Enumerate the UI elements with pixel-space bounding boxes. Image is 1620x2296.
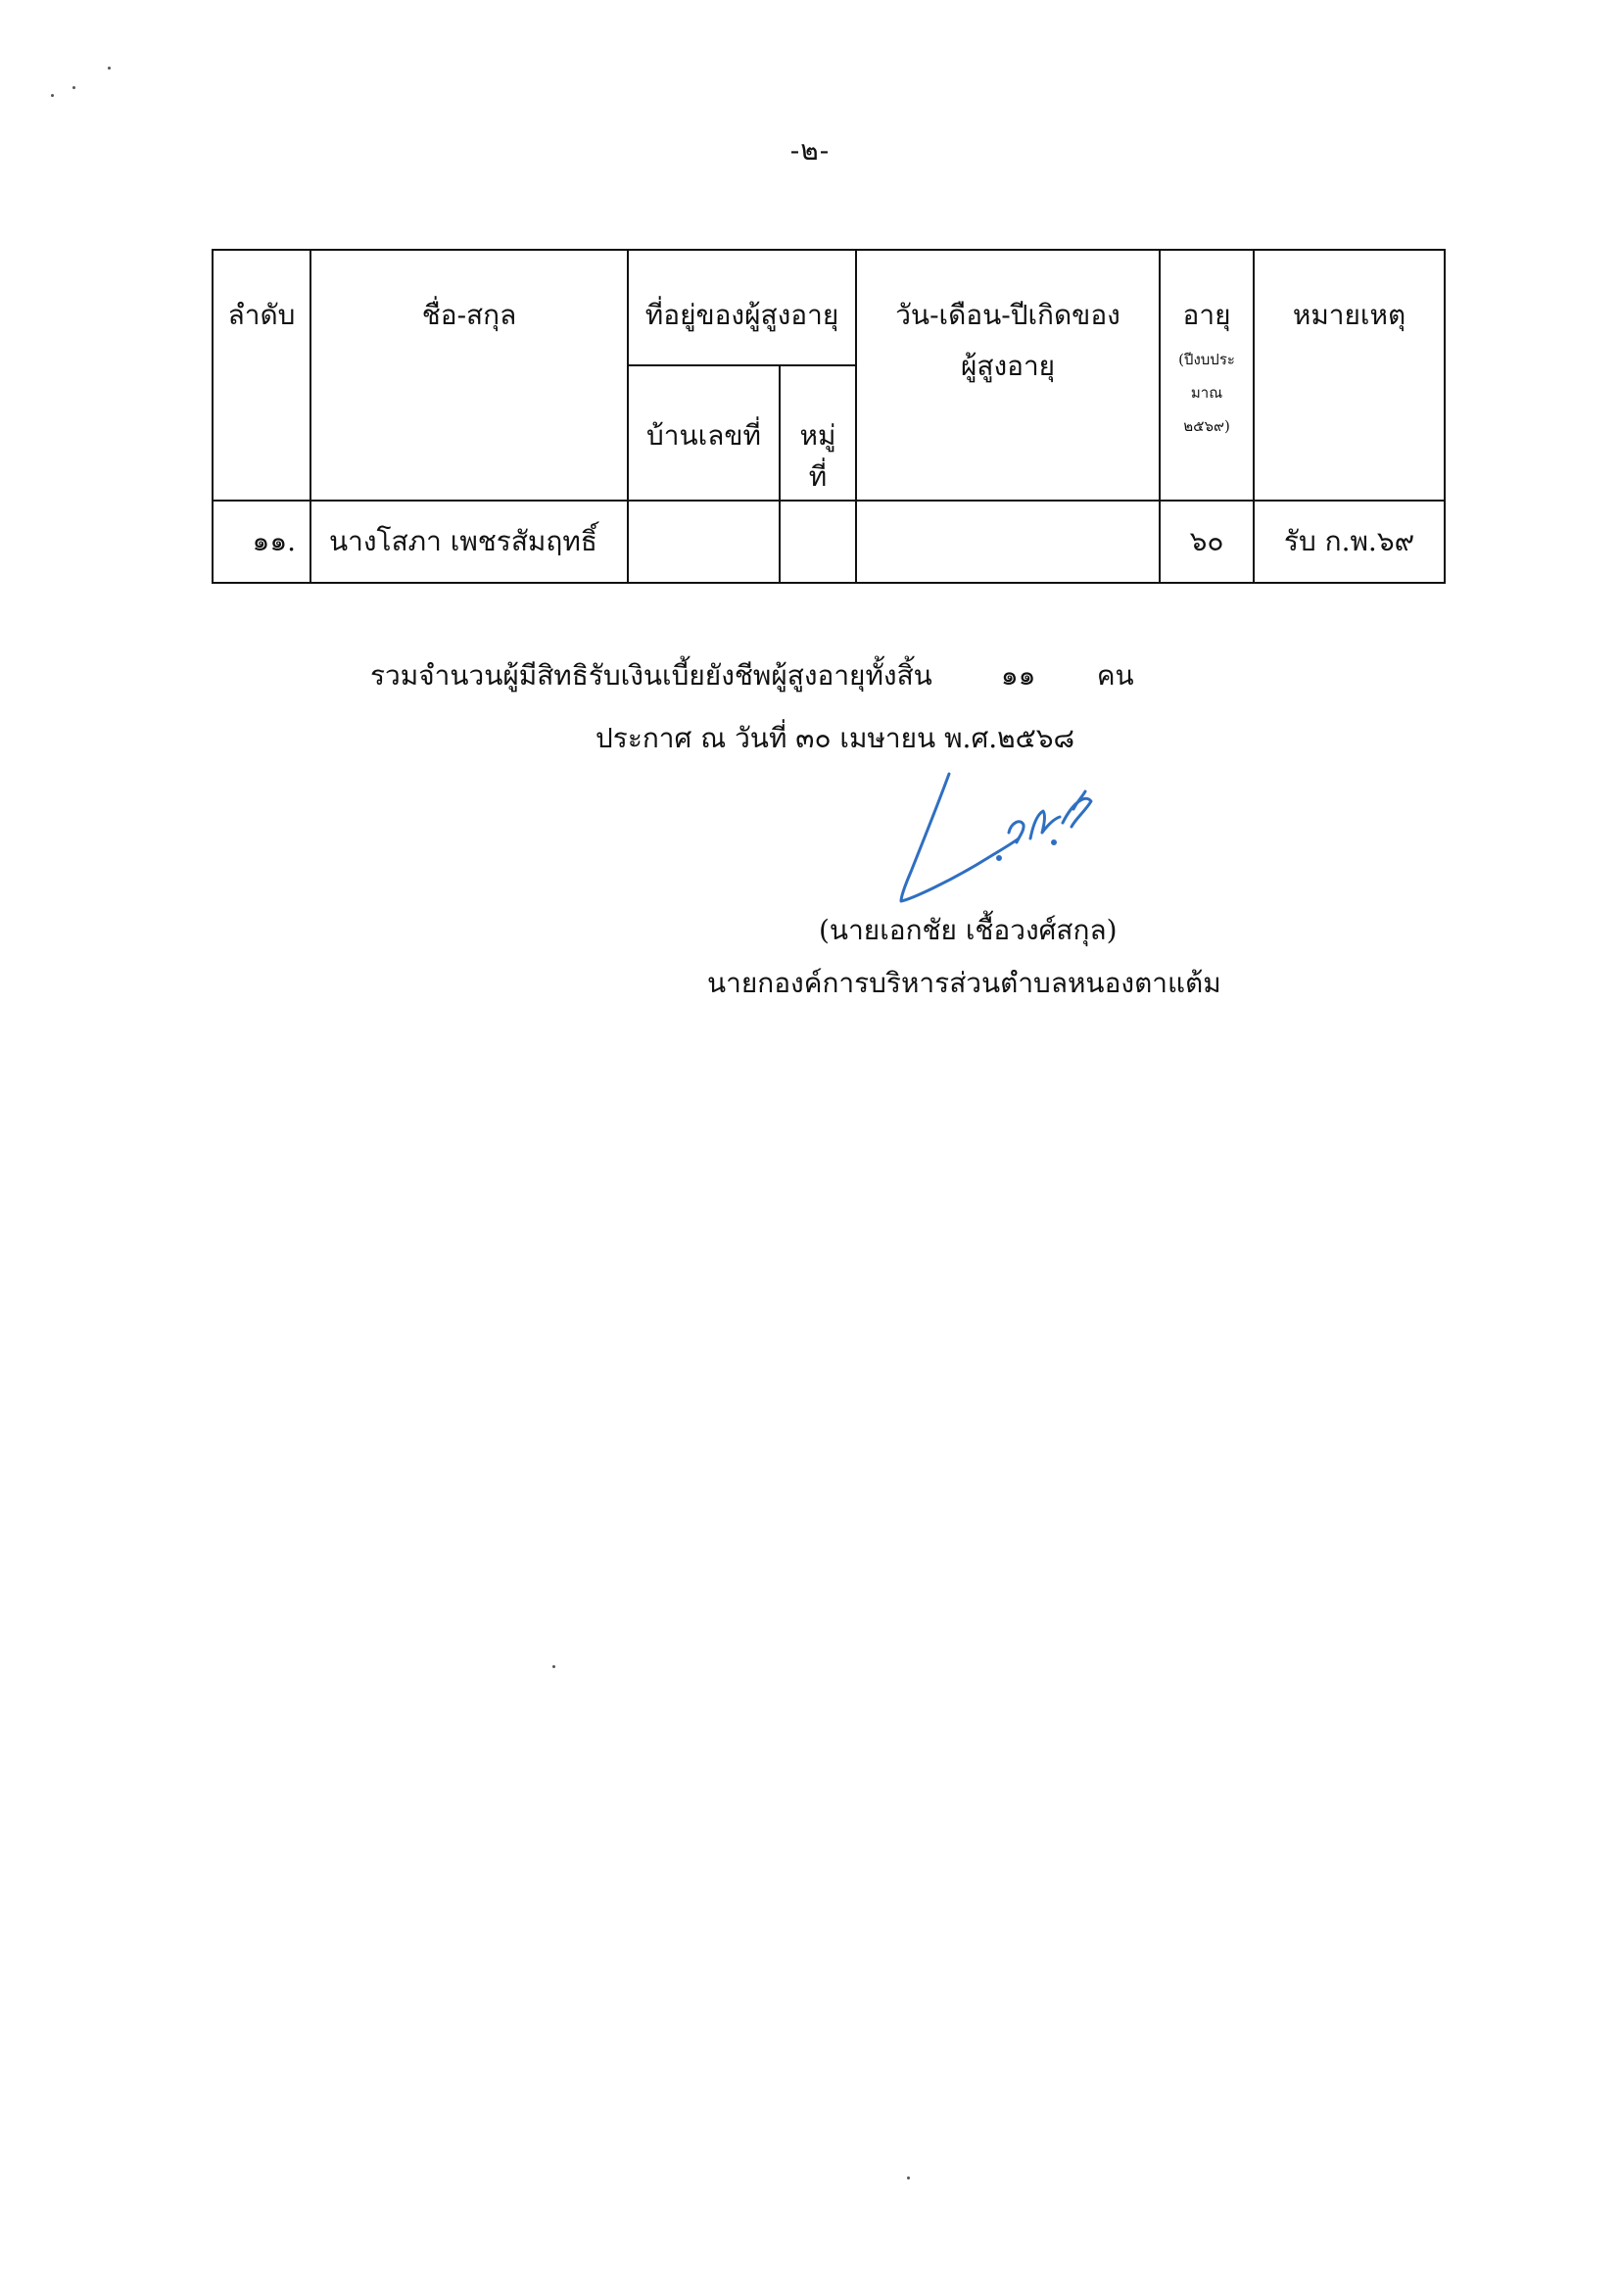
summary-count: ๑๑ — [1000, 659, 1036, 692]
row-name: นางโสภา เพชรสัมฤทธิ์ — [310, 501, 628, 583]
header-birthdate-line2: ผู้สูงอายุ — [960, 350, 1056, 382]
header-age — [1160, 250, 1254, 501]
header-remark: หมายเหตุ — [1254, 250, 1445, 501]
header-house-no: บ้านเลขที่ — [628, 365, 780, 501]
header-moo-line2: ที่ — [808, 460, 828, 493]
row-moo — [780, 501, 856, 583]
header-address: ที่อยู่ของผู้สูงอายุ — [628, 250, 856, 365]
scan-speck — [51, 94, 54, 97]
header-birthdate-line1: วัน-เดือน-ปีเกิดของ — [895, 299, 1120, 331]
table-row — [213, 501, 1445, 583]
row-remark: รับ ก.พ.๖๙ — [1254, 501, 1445, 583]
handwritten-signature — [852, 764, 1146, 921]
summary-unit: คน — [1096, 659, 1134, 692]
announcement-date: ประกาศ ณ วันที่ ๓๐ เมษายน พ.ศ.๒๕๖๘ — [596, 722, 1075, 754]
row-birthdate — [856, 501, 1160, 583]
header-age-label: อายุ — [1182, 299, 1231, 331]
row-no: ๑๑. — [213, 501, 310, 583]
row-age: ๖๐ — [1160, 501, 1254, 583]
header-birthdate — [856, 250, 1160, 501]
scan-speck — [907, 2176, 910, 2179]
header-age-note-2: มาณ — [1190, 384, 1223, 402]
scan-speck — [552, 1665, 555, 1668]
beneficiary-table — [212, 249, 1446, 584]
header-name: ชื่อ-สกุล — [310, 250, 628, 501]
header-age-note-1: (ปีงบประ — [1178, 351, 1235, 368]
signer-name: (นายเอกชัย เชื้อวงศ์สกุล) — [819, 914, 1118, 946]
page-number: -๒- — [789, 134, 831, 167]
header-moo-line1: หมู่ — [799, 419, 836, 452]
scan-speck — [72, 86, 75, 89]
header-no: ลำดับ — [213, 250, 310, 501]
header-age-note-3: ๒๕๖๙) — [1183, 417, 1230, 435]
header-moo — [780, 365, 856, 501]
row-house-no — [628, 501, 780, 583]
summary-label: รวมจำนวนผู้มีสิทธิรับเงินเบี้ยยังชีพผู้สูงอายุทั้งสิ้น — [370, 659, 932, 692]
signer-title: นายกองค์การบริหารส่วนตำบลหนองตาแต้ม — [707, 967, 1221, 999]
table-header-row — [213, 250, 1445, 365]
summary-line — [370, 654, 1134, 697]
scan-speck — [108, 67, 111, 70]
